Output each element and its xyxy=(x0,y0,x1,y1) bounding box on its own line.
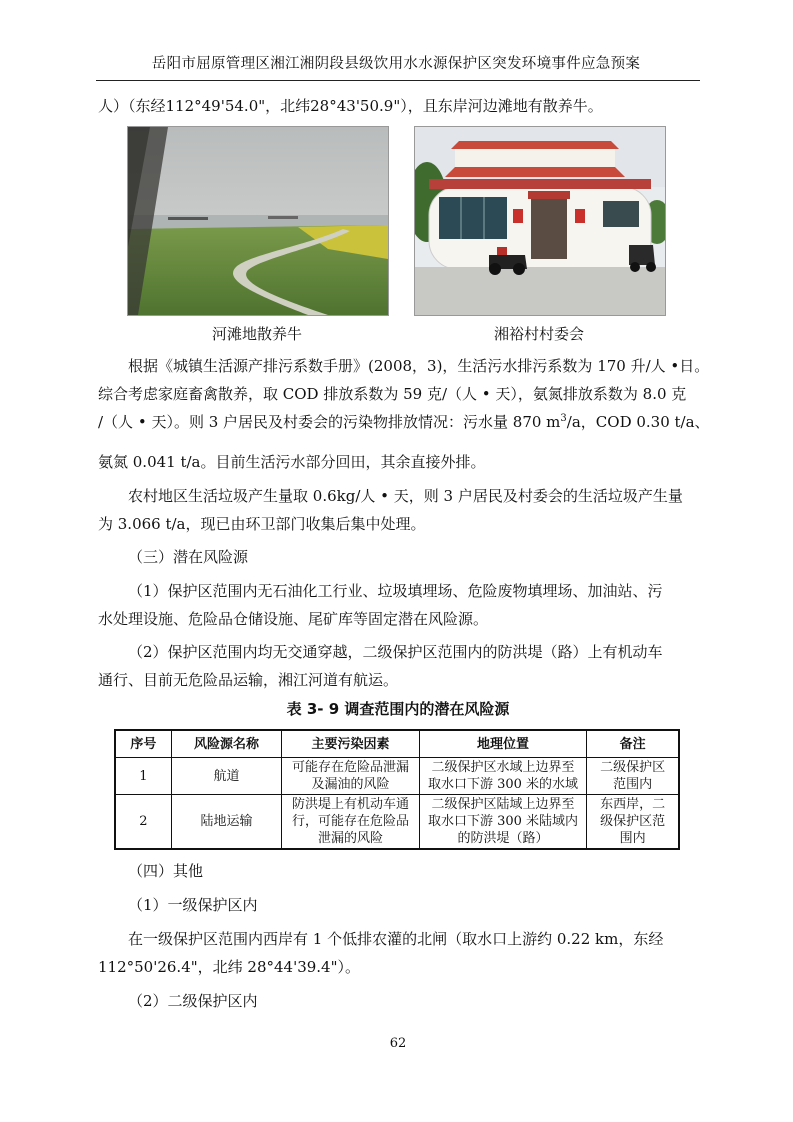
cell-line: 二级保护区 xyxy=(600,760,666,775)
paragraph-garbage-l1: 农村地区生活垃圾产生量取 0.6kg/人 • 天，则 3 户居民及村委会的生活垃圾产生量 xyxy=(128,487,683,505)
cell-factor xyxy=(282,758,419,795)
paragraph-sewage-l2: 综合考虑家庭畜禽散养，取 COD 排放系数为 59 克/（人 • 天），氨氮排放系数为 8.0 克 xyxy=(98,385,687,403)
table-header-row xyxy=(115,730,679,758)
cubic-superscript: 3 xyxy=(560,413,567,424)
river-beach-image xyxy=(128,127,388,315)
col-header-no: 序号 xyxy=(115,730,171,758)
paragraph-north-gate-l1: 在一级保护区范围内西岸有 1 个低排农灌的北闸（取水口上游约 0.22 km，东经 xyxy=(128,930,664,948)
cell-line: 二级保护区水域上边界至 xyxy=(431,760,575,775)
table-row xyxy=(115,758,679,795)
cell-location xyxy=(419,758,587,795)
subheading-secondary-zone: （2）二级保护区内 xyxy=(128,992,258,1010)
risk-source-table xyxy=(114,729,680,850)
paragraph-risk-2-l1: （2）保护区范围内均无交通穿越，二级保护区范围内的防洪堤（路）上有机动车 xyxy=(128,643,663,661)
photo-caption-village-committee: 湘裕村村委会 xyxy=(493,325,584,343)
paragraph-sewage-l3 xyxy=(98,408,710,436)
cell-line: 泄漏的风险 xyxy=(317,831,383,846)
cell-line: 取水口下游 300 米的水域 xyxy=(427,777,579,792)
running-header: 岳阳市屈原管理区湘江湘阴段县级饮用水水源保护区突发环境事件应急预案 xyxy=(151,56,641,72)
cod-text: /a，COD 0.30 t/a、 xyxy=(566,413,710,431)
cell-note xyxy=(587,795,679,850)
photo-village-committee xyxy=(414,126,666,316)
paragraph-north-gate-l2: 112°50'26.4"，北纬 28°44'39.4"）。 xyxy=(98,958,361,976)
intro-line: 人）（东经112°49'54.0"，北纬28°43'50.9"），且东岸河边滩地有散养牛。 xyxy=(98,97,603,115)
cell-line: 围内 xyxy=(619,831,646,846)
cell-note xyxy=(587,758,679,795)
cell-no: 2 xyxy=(115,795,171,850)
cell-line: 级保护区范 xyxy=(600,814,666,829)
cell-line: 二级保护区陆域上边界至 xyxy=(431,797,575,812)
section-heading-potential-risk: （三）潜在风险源 xyxy=(128,548,249,566)
village-committee-image xyxy=(415,127,665,315)
cell-line: 行，可能存在危险品 xyxy=(291,814,409,829)
col-header-note: 备注 xyxy=(587,730,679,758)
col-header-factor: 主要污染因素 xyxy=(282,730,419,758)
cell-name: 航道 xyxy=(171,758,282,795)
section-heading-other: （四）其他 xyxy=(128,862,204,880)
table-row xyxy=(115,795,679,850)
cell-line: 的防洪堤（路） xyxy=(457,831,549,846)
page-number: 62 xyxy=(389,1036,407,1051)
cell-line: 防洪堤上有机动车通 xyxy=(291,797,409,812)
sewage-volume-text: /（人 • 天）。则 3 户居民及村委会的污染物排放情况：污水量 870 m xyxy=(98,413,561,431)
table-title: 表 3- 9 调查范围内的潜在风险源 xyxy=(286,700,510,718)
cell-line: 东西岸，二 xyxy=(600,797,666,812)
cell-line: 可能存在危险品泄漏 xyxy=(291,760,409,775)
paragraph-garbage-l2: 为 3.066 t/a，现已由环卫部门收集后集中处理。 xyxy=(98,515,426,533)
photo-caption-river-beach: 河滩地散养牛 xyxy=(211,325,302,343)
cell-no: 1 xyxy=(115,758,171,795)
cell-factor xyxy=(282,795,419,850)
cell-name: 陆地运输 xyxy=(171,795,282,850)
subheading-primary-zone: （1）一级保护区内 xyxy=(128,896,258,914)
paragraph-risk-1-l2: 水处理设施、危险品仓储设施、尾矿库等固定潜在风险源。 xyxy=(98,610,489,628)
paragraph-sewage-l4: 氨氮 0.041 t/a。目前生活污水部分回田，其余直接外排。 xyxy=(98,453,486,471)
paragraph-risk-2-l2: 通行、目前无危险品运输，湘江河道有航运。 xyxy=(98,671,399,689)
col-header-name: 风险源名称 xyxy=(171,730,282,758)
cell-location xyxy=(419,795,587,850)
paragraph-sewage-l1: 根据《城镇生活源产排污系数手册》(2008，3)，生活污水排污系数为 170 升/人 •日。 xyxy=(128,357,710,375)
col-header-location: 地理位置 xyxy=(419,730,587,758)
paragraph-risk-1-l1: （1）保护区范围内无石油化工行业、垃圾填埋场、危险废物填埋场、加油站、污 xyxy=(128,582,663,600)
cell-line: 及漏油的风险 xyxy=(311,777,390,792)
cell-line: 取水口下游 300 米陆域内 xyxy=(427,814,579,829)
cell-line: 范围内 xyxy=(613,777,653,792)
header-rule xyxy=(96,80,700,81)
photo-river-beach xyxy=(127,126,389,316)
